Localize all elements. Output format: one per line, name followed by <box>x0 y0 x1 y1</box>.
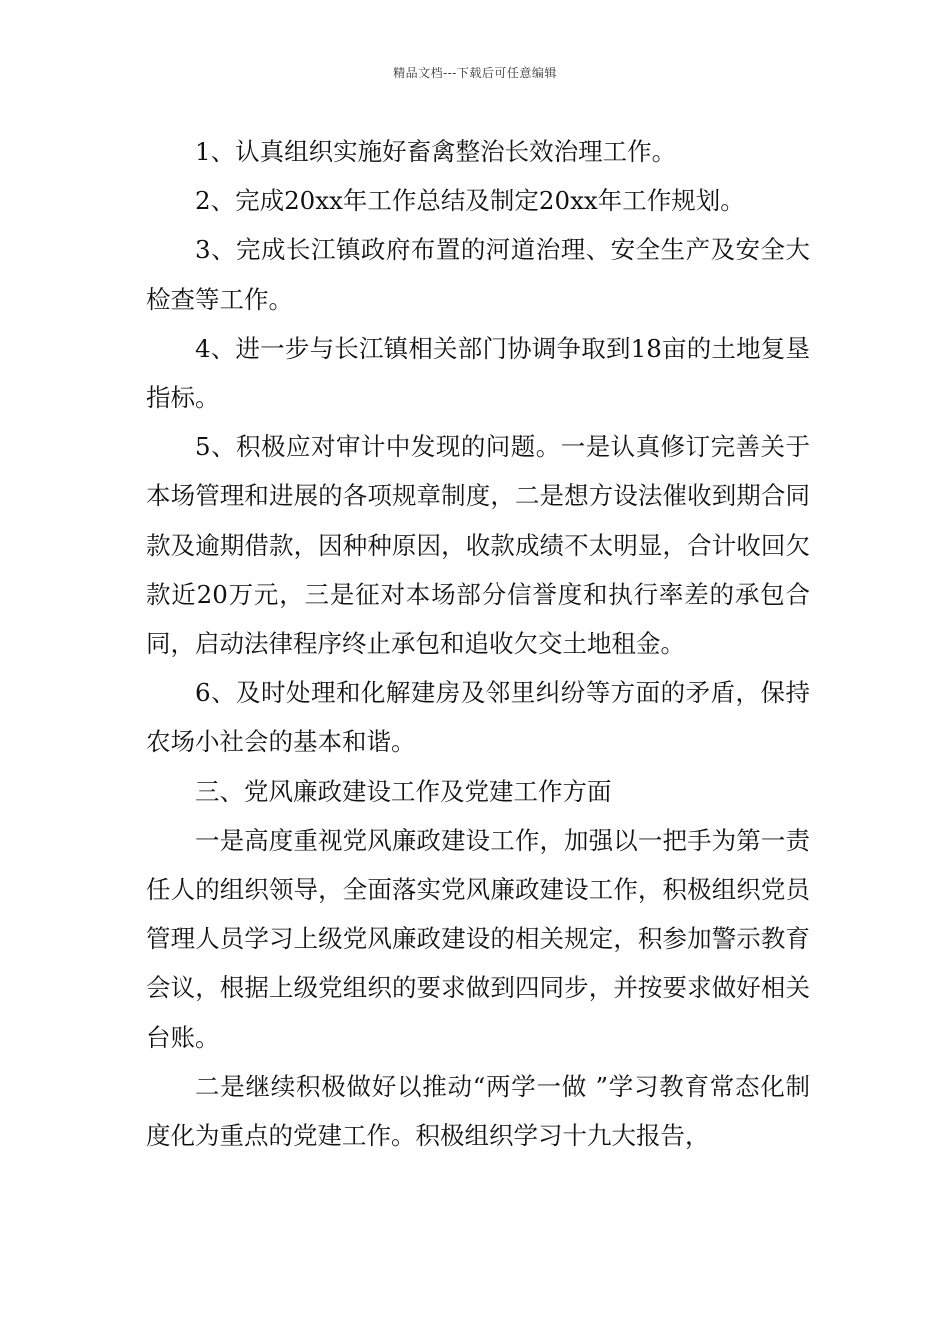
paragraph-item-2: 2、完成20xx年工作总结及制定20xx年工作规划。 <box>195 186 745 216</box>
paragraph-party-building: 二是继续积极做好以推动“两学一做 ”学习教育常态化制度化为重点的党建工作。积极组织学习十九大报告， <box>146 1071 810 1151</box>
document-body <box>146 127 810 1160</box>
paragraph-item-1: 1、认真组织实施好畜禽整治长效治理工作。 <box>195 137 677 166</box>
paragraph-item-6: 6、及时处理和化解建房及邻里纠纷等方面的矛盾，保持农场小社会的基本和谐。 <box>146 678 810 757</box>
paragraph-item-4: 4、进一步与长江镇相关部门协调争取到18亩的土地复垦指标。 <box>146 333 810 413</box>
paragraph-item-5: 5、积极应对审计中发现的问题。一是认真修订完善关于本场管理和进展的各项规章制度，二是想方设法催收到期合同款及逾期借款，因种种原因，收款成绩不太明显，合计收回欠款近20万元，三是征对本场部分信誉度和执行率差的承包合同，启动法律程序终止承包和追收欠交土地租金。 <box>146 432 810 659</box>
paragraph-item-3: 3、完成长江镇政府布置的河道治理、安全生产及安全大检查等工作。 <box>146 235 810 314</box>
paragraph-party-conduct: 一是高度重视党风廉政建设工作，加强以一把手为第一责任人的组织领导，全面落实党风廉政建设工作，积极组织党员管理人员学习上级党风廉政建设的相关规定，积参加警示教育会议，根据上级党组织的要求做到四同步，并按要求做好相关台账。 <box>146 825 810 1052</box>
section-heading-3: 三、党风廉政建设工作及党建工作方面 <box>195 776 612 806</box>
page-header: 精品文档---下载后可任意编辑 <box>393 66 557 80</box>
